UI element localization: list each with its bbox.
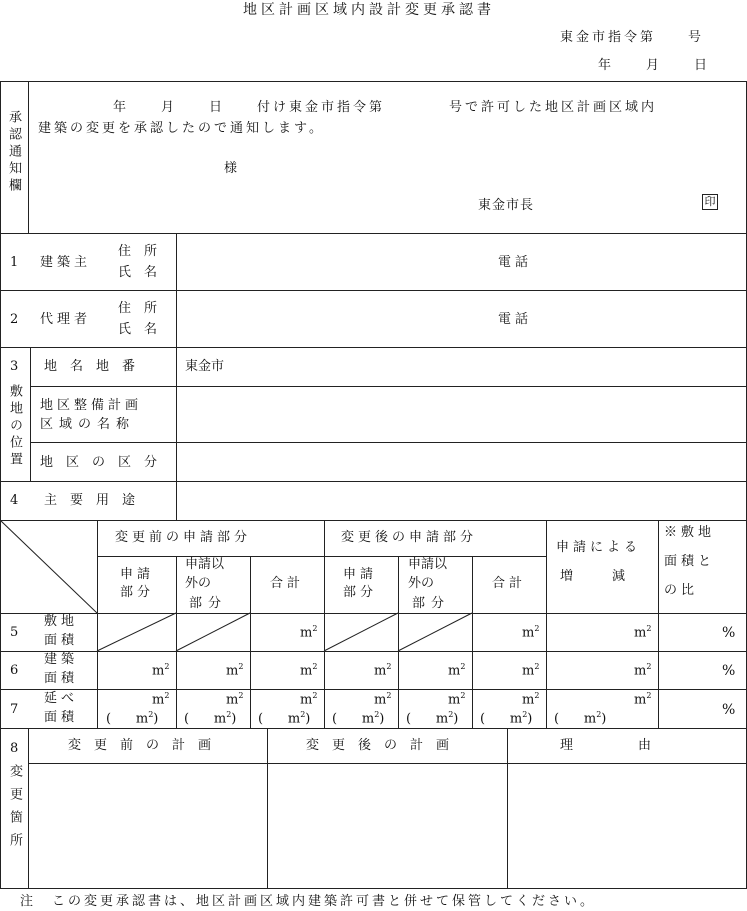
site-number: 3: [10, 359, 19, 374]
unit-r5-after-total: $m^2$: [522, 624, 540, 641]
applicant-2-name-label: 氏 名: [118, 322, 158, 337]
paren-r7-before-apply: ( $m^2$): [106, 710, 159, 727]
after-total-label: 合計: [492, 576, 527, 591]
issue-date-line: 年 月 日: [598, 58, 711, 73]
order-number-line: 東金市指令第 号: [560, 30, 705, 45]
paren-r7-after-other: ( $m^2$): [406, 710, 459, 727]
applicant-2-phone-label: 電話: [498, 312, 533, 327]
document-title: 地区計画区域内設計変更承認書: [243, 2, 495, 18]
applicant-1-address-label: 住 所: [118, 244, 158, 259]
district-zone-label: 地 区 の 区 分: [40, 455, 158, 470]
ratio-header-line2: 面積と: [664, 554, 716, 569]
unit-r7-after-total: $m^2$: [522, 691, 540, 708]
unit-r6-before-other: $m^2$: [226, 662, 244, 679]
row-6-label-line1: 建築: [44, 652, 79, 667]
use-number: 4: [10, 493, 19, 508]
seal-mark: 印: [702, 194, 718, 210]
before-other-line1: 申請以: [185, 557, 225, 572]
diff-header-line2: 増 減: [560, 569, 626, 584]
row-7-label-line1: 延べ: [44, 691, 79, 706]
after-other-line3: 部分: [412, 596, 451, 611]
row-6-number: 6: [10, 663, 19, 678]
unit-r7-diff: $m^2$: [634, 691, 652, 708]
notice-date-line: 年 月 日 付け東金市指令第 号で許可した地区計画区域内: [113, 100, 658, 115]
unit-r6-before-total: $m^2$: [300, 662, 318, 679]
col-after-plan: 変 更 後 の 計 画: [306, 738, 450, 753]
paren-r7-after-apply: ( $m^2$): [332, 710, 385, 727]
paren-r7-diff: ( $m^2$): [554, 710, 607, 727]
applicant-1-phone-label: 電話: [498, 255, 533, 270]
use-label: 主 要 用 途: [44, 493, 136, 508]
unit-r7-after-other: $m^2$: [448, 691, 466, 708]
applicant-1-role: 建築主: [40, 255, 92, 270]
paren-r7-after-total: ( $m^2$): [480, 710, 533, 727]
row-7-label-line2: 面積: [44, 710, 79, 725]
col-reason: 理 由: [560, 738, 652, 753]
percent-r5: %: [722, 625, 736, 641]
changes-number: 8: [10, 741, 19, 756]
after-header: 変更後の申請部分: [341, 530, 478, 545]
after-other-line1: 申請以: [408, 557, 448, 572]
percent-r7: %: [722, 702, 736, 718]
footnote: 注 この変更承認書は、地区計画区域内建築許可書と併せて保管してください。: [20, 894, 597, 909]
diff-header-line1: 申請による: [556, 540, 642, 555]
site-lot-value: 東金市: [185, 359, 225, 374]
ratio-header-line1: ※敷地: [664, 525, 716, 540]
district-plan-label-line2: 区域の名称: [40, 417, 136, 432]
paren-r7-before-other: ( $m^2$): [184, 710, 237, 727]
notice-side-label: 承認通知欄: [6, 110, 21, 195]
row-5-number: 5: [10, 625, 19, 640]
unit-r7-after-apply: $m^2$: [374, 691, 392, 708]
unit-r5-diff: $m^2$: [634, 624, 652, 641]
changes-side-label: 変更箇所: [7, 764, 22, 856]
before-other-line3: 部分: [189, 596, 228, 611]
before-other-line2: 外の: [185, 576, 212, 591]
applicant-2-number: 2: [10, 312, 19, 327]
applicant-1-name-label: 氏 名: [118, 265, 158, 280]
notice-body-line: 建築の変更を承認したので通知します。: [38, 121, 325, 136]
before-header: 変更前の申請部分: [115, 530, 252, 545]
unit-r6-before-apply: $m^2$: [152, 662, 170, 679]
mayor-label: 東金市長: [478, 198, 535, 213]
col-before-plan: 変 更 前 の 計 画: [68, 738, 212, 753]
unit-r6-diff: $m^2$: [634, 662, 652, 679]
applicant-1-number: 1: [10, 255, 19, 270]
unit-r7-before-total: $m^2$: [300, 691, 318, 708]
unit-r6-after-apply: $m^2$: [374, 662, 392, 679]
after-apply-line2: 部分: [343, 585, 378, 600]
unit-r7-before-apply: $m^2$: [152, 691, 170, 708]
unit-r5-before-total: $m^2$: [300, 624, 318, 641]
row-5-label-line1: 敷地: [44, 614, 79, 629]
paren-r7-before-total: ( $m^2$): [258, 710, 311, 727]
notice-addressee-suffix: 様: [224, 161, 238, 176]
ratio-header-line3: の比: [664, 583, 699, 598]
unit-r7-before-other: $m^2$: [226, 691, 244, 708]
site-lot-label: 地 名 地 番: [44, 359, 136, 374]
district-plan-label-line1: 地区整備計画: [40, 398, 143, 413]
before-total-label: 合計: [270, 576, 305, 591]
applicant-2-role: 代理者: [40, 312, 92, 327]
row-6-label-line2: 面積: [44, 671, 79, 686]
site-side-label: 敷地の位置: [7, 384, 22, 469]
unit-r6-after-total: $m^2$: [522, 662, 540, 679]
after-other-line2: 外の: [408, 576, 435, 591]
row-7-number: 7: [10, 702, 19, 717]
unit-r6-after-other: $m^2$: [448, 662, 466, 679]
before-apply-line1: 申請: [120, 567, 155, 582]
applicant-2-address-label: 住 所: [118, 301, 158, 316]
after-apply-line1: 申請: [343, 567, 378, 582]
row-5-label-line2: 面積: [44, 633, 79, 648]
percent-r6: %: [722, 663, 736, 679]
before-apply-line2: 部分: [120, 585, 155, 600]
